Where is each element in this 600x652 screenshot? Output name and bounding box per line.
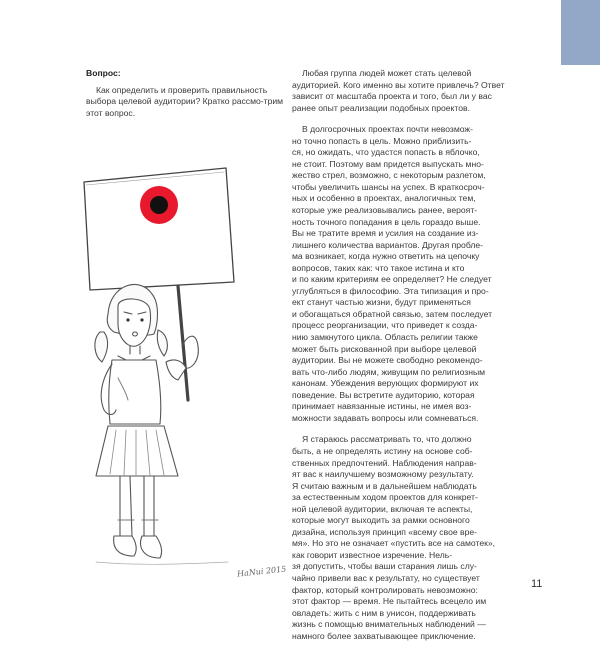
question-text: Как определить и проверить правильность выбора целевой аудитории? Кратко рассмо-трим этот вопрос. <box>86 85 284 118</box>
text-line: и обогащаться обратной связью, затем последует <box>292 308 493 319</box>
text-line: мя». Но это не означает «пустить все на самотек», <box>292 538 496 549</box>
text-line: процесс реорганизации, что приведет к созда- <box>292 320 478 331</box>
text-line: дизайна, используя принцип «всему свое вре- <box>292 526 478 537</box>
text-line: поведение. Вы встретите аудиторию, которая <box>292 389 475 400</box>
paragraph <box>292 124 498 424</box>
text-line: принимает навязанные истины, не имея воз- <box>292 401 472 412</box>
text-line: этот фактор — время. Не пытайтесь всецело им <box>292 596 487 607</box>
text-line: ят вас к наилучшему возможному результату. <box>292 469 474 480</box>
girl-with-sign-illustration <box>78 164 288 594</box>
text-line: аудитории. Вы не можете свободно рекомендо- <box>292 355 483 366</box>
text-line: может быть рискованной при выборе целевой <box>292 343 477 354</box>
question-block <box>86 68 296 119</box>
text-line: ных и особенно в проектах, аналогичных тем, <box>292 193 476 204</box>
text-line: ма возникает, когда нужно ответить на цепочку <box>292 251 480 262</box>
text-line: и по каким критериям ее определяет? Не следует <box>292 274 492 285</box>
main-text-column <box>292 68 505 652</box>
illustration-drawing <box>78 164 288 594</box>
text-line: овладеть: жить с ним в унисон, поддерживать <box>292 607 476 618</box>
skirt <box>96 426 178 476</box>
face <box>118 299 150 346</box>
text-line: канонам. Убеждения верующих формируют их <box>292 378 479 389</box>
text-line: намного более захватывающее приключение. <box>292 630 476 641</box>
text-line: В долгосрочных проектах почти невозмож- <box>302 124 474 135</box>
text-line: которые могут выходить за рамки основного <box>292 515 470 526</box>
left-shoe <box>114 536 137 556</box>
text-line: ект станут частью жизни, будут применяться <box>292 297 471 308</box>
text-line: нию замкнутого цикла. Область религии также <box>292 332 478 343</box>
text-line: быть, а не определять истину на основе соб- <box>292 445 473 456</box>
text-line: Я считаю важным и в дальнейшем наблюдать <box>292 480 477 491</box>
text-line: за естественным ходом проектов для конкрет- <box>292 492 478 503</box>
text-line: ной целевой аудитории, включая те аспекты, <box>292 503 473 514</box>
text-line: вать что-либо людям, живущим по религиозным <box>292 366 486 377</box>
text-line: ность точного попадания в цель гораздо выше. <box>292 216 481 227</box>
text-line: жизнь с помощью внимательных наблюдений — <box>292 619 486 630</box>
section-color-tab <box>561 0 600 65</box>
text-line: жество стрел, возможно, с некоторым разлетом, <box>292 170 486 181</box>
text-line: вопросов, таких как: что такое истина и кто <box>292 262 465 273</box>
text-line: не стоит. Поэтому вам придется выпускать мно- <box>292 158 484 169</box>
sign-pole <box>178 286 188 400</box>
page-number: 11 <box>531 578 543 590</box>
text-line: чтобы увеличить шансы на успех. В краткосроч- <box>292 181 485 192</box>
target-center <box>150 196 168 214</box>
text-line: аудиторией. Кого именно вы хотите привлечь? Ответ <box>292 79 505 90</box>
text-line: как говорит известное изречение. Нель- <box>292 549 453 560</box>
text-line: можности задавать вопросы или сомневаться. <box>292 412 479 423</box>
text-line: Я стараюсь рассматривать то, что должно <box>302 434 472 445</box>
text-line: но точно попасть в цель. Можно приблизить- <box>292 135 472 146</box>
text-line: фактор, который контролировать невозможно: <box>292 584 478 595</box>
text-line: зя допустить, чтобы ваши старания лишь слу- <box>292 561 477 572</box>
text-line: которые уже реализовывались ранее, вероят- <box>292 205 478 216</box>
text-line: лишнего количества вариантов. Другая пробле- <box>292 239 484 250</box>
text-line: углубляться в философию. Эта типизация и про- <box>292 285 489 296</box>
paragraph <box>292 434 498 642</box>
paragraph <box>292 68 505 114</box>
text-line: зависит от масштаба проекта и того, был ли у вас <box>292 91 492 102</box>
text-line: чайно привели вас к результату, но существует <box>292 572 480 583</box>
text-line: ранее опыт реализации подобных проектов. <box>292 102 470 113</box>
text-line: Любая группа людей может стать целевой <box>302 68 472 78</box>
sweater <box>109 360 161 424</box>
text-line: ся, но ожидать, что удастся попасть в яблочко, <box>292 147 480 158</box>
artist-signature: HaNui 2015 <box>236 564 287 579</box>
question-label: Вопрос: <box>86 68 121 78</box>
right-shoe <box>141 536 162 558</box>
text-line: ственных предпочтений. Наблюдения направ- <box>292 457 477 468</box>
text-line: Вы не тратите время и усилия на создание из- <box>292 228 479 239</box>
